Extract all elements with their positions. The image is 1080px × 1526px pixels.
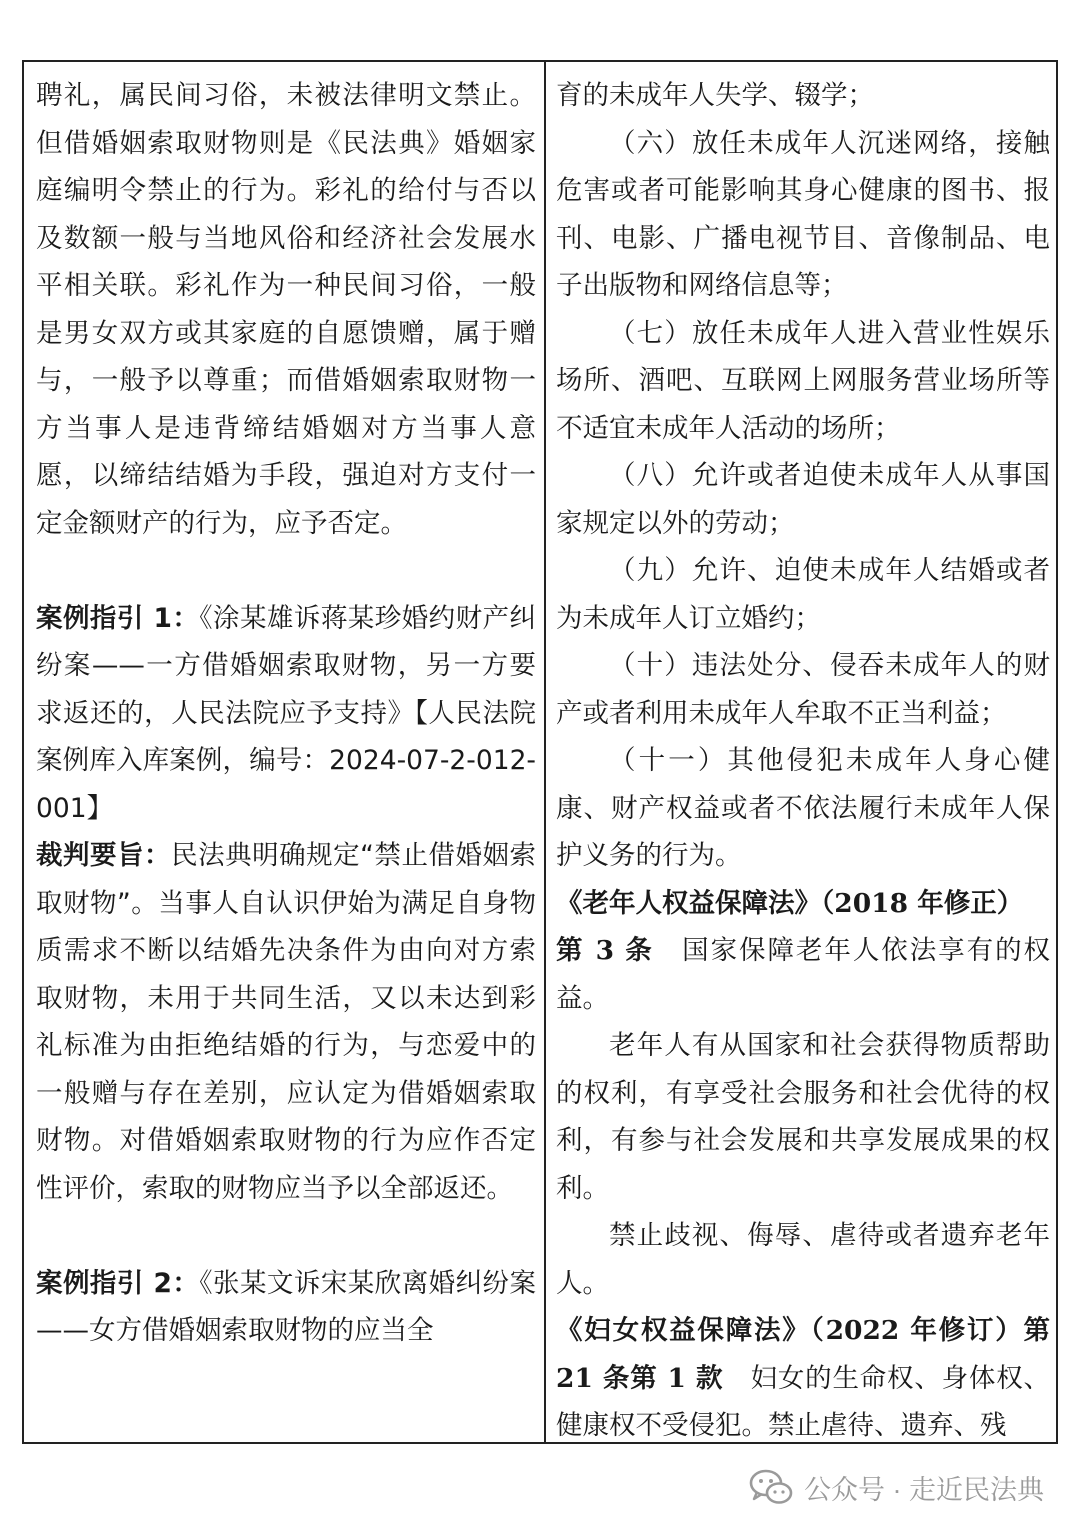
case-guide-2-text: 《张某文诉宋某欣离婚纠纷案——女方借婚姻索取财物的应当全 [36,1267,536,1346]
elderly-law-paragraph-2: 老年人有从国家和社会获得物质帮助的权利，有享受社会服务和社会优待的权利，有参与社会发展和共享发展成果的权利。 [556,1030,1050,1204]
document-table [22,60,1058,1444]
provision-item: （七）放任未成年人进入营业性娱乐场所、酒吧、互联网上网服务营业场所等不适宜未成年人活动的场所； [556,317,1050,444]
elderly-law-text: 国家保障老年人依法享有的权益。 [556,935,1051,1014]
elderly-law-heading [556,880,1050,1023]
elderly-law-title: 《老年人权益保障法》（2018 年修正） [556,887,1024,919]
right-column [546,62,1056,1442]
provision-item: 育的未成年人失学、辍学； [556,80,874,111]
provision-item: （六）放任未成年人沉迷网络，接触危害或者可能影响其身心健康的图书、报刊、电影、广播电视节目、音像制品、电子出版物和网络信息等； [556,127,1050,301]
left-column [24,62,546,1442]
provision-item: （八）允许或者迫使未成年人从事国家规定以外的劳动； [556,460,1050,539]
case-guide-2 [36,1260,536,1355]
case-guide-2-label: 案例指引 2： [36,1267,200,1299]
provision-item: （九）允许、迫使未成年人结婚或者为未成年人订立婚约； [556,555,1050,634]
interpretation-paragraph: 聘礼，属民间习俗，未被法律明文禁止。但借婚姻索取财物则是《民法典》婚姻家庭编明令禁止的行为。彩礼的给付与否以及数额一般与当地风俗和经济社会发展水平相关联。彩礼作为一种民间习俗，一般是男女双方或其家庭的自愿馈赠，属于赠与，一般予以尊重；而借婚姻索取财物一方当事人是违背缔结婚姻对方当事人意愿，以缔结结婚为手段，强迫对方支付一定金额财产的行为，应予否定。 [36,80,536,539]
watermark-text: 公众号 · 走近民法典 [804,1474,1044,1505]
provision-item: （十一）其他侵犯未成年人身心健康、财产权益或者不依法履行未成年人保护义务的行为。 [556,745,1050,871]
case-guide-1 [36,595,536,833]
watermark [748,1462,1044,1512]
ruling-gist [36,832,536,1212]
provision-item: （十）违法处分、侵吞未成年人的财产或者利用未成年人牟取不正当利益； [556,650,1050,729]
elderly-law-paragraph-3: 禁止歧视、侮辱、虐待或者遗弃老年人。 [556,1220,1050,1299]
case-guide-1-label: 案例指引 1： [36,602,200,634]
women-law-text: 妇女的生命权、身体权、健康权不受侵犯。禁止虐待、遗弃、残 [556,1362,1051,1441]
elderly-law-article: 第 3 条 [556,935,654,966]
ruling-gist-text: 民法典明确规定“禁止借婚姻索取财物”。当事人自认识伊始为满足自身物质需求不断以结婚先决条件为由向对方索取财物，未用于共同生活，又以未达到彩礼标准为由拒绝结婚的行为，与恋爱中的一般赠与存在差别，应认定为借婚姻索取财物。对借婚姻索取财物的行为应作否定性评价，索取的财物应当予以全部返还。 [36,840,536,1204]
women-law-title: 《妇女权益保障法》（2022 年修订）第 21 条第 1 款 [556,1315,1050,1394]
women-law-heading [556,1307,1050,1442]
wechat-icon [748,1467,794,1507]
ruling-gist-label: 裁判要旨： [36,840,172,871]
case-guide-1-text: 《涂某雄诉蒋某珍婚约财产纠纷案——一方借婚姻索取财物，另一方要求返还的，人民法院应予支持》【人民法院案例库入库案例，编号：2024-07-2-012-001】 [36,602,536,824]
